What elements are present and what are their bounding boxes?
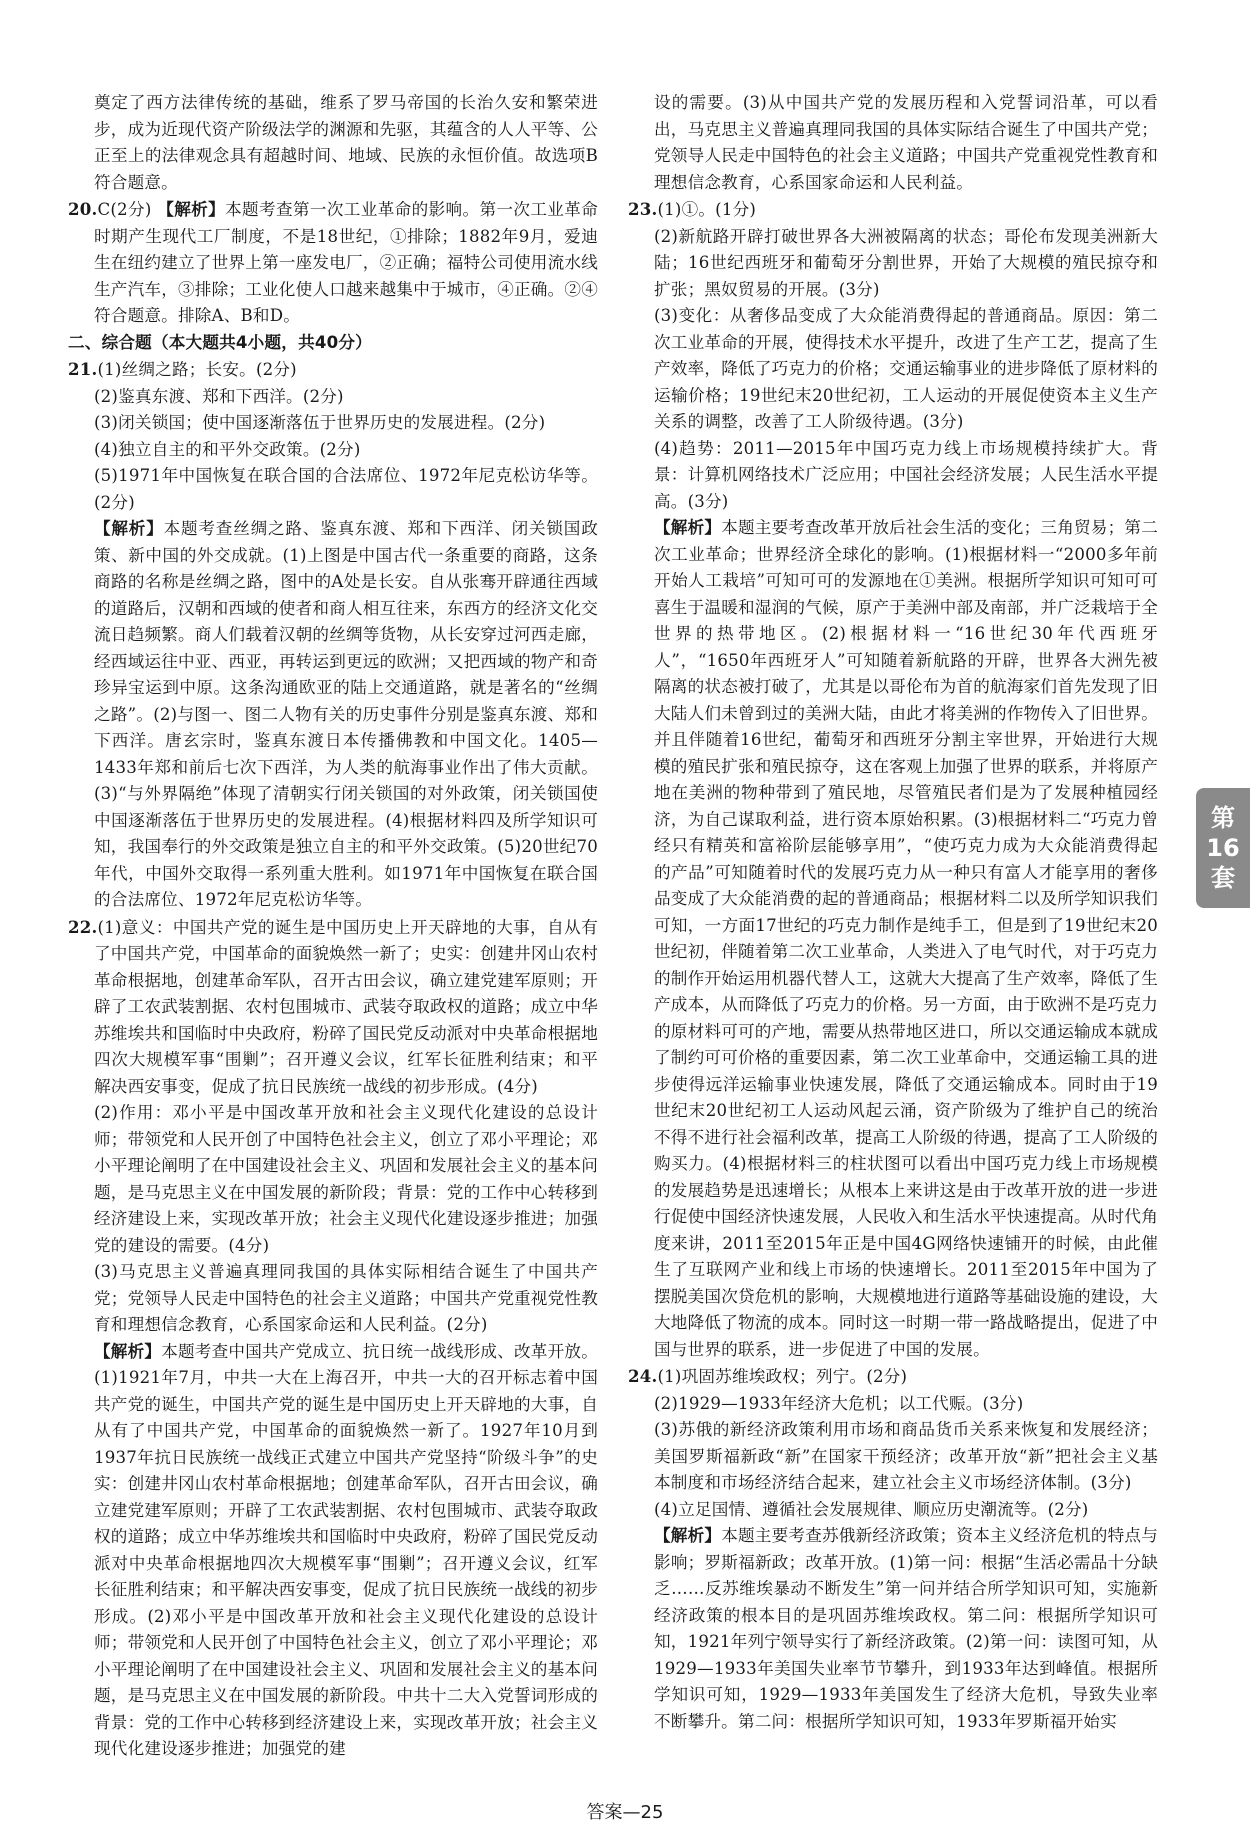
answer-part: (1)意义：中国共产党的诞生是中国历史上开天辟地的大事，自从有了中国共产党，中国革命的面貌焕然一新了；史实：创建井冈山农村革命根据地，创建革命军队，召开古田会议，确立建党建军原则；开辟了工农武装割据、农村包围城市、武装夺取政权的道路；成立中华苏维埃共和国临时中央政府，粉碎了国民党反动派对中央革命根据地四次大规模军事“围剿”；召开遵义会议，红军长征胜利结束；和平解决西安事变，促成了抗日民族统一战线的初步形成。(4分): [94, 917, 598, 1096]
tab-line: 第: [1211, 804, 1235, 832]
answer-part: (2)1929—1933年经济大危机；以工代赈。(3分): [654, 1393, 1024, 1413]
analysis-tag: 【解析】: [157, 200, 226, 219]
answer-part: (2)新航路开辟打破世界各大洲被隔离的状态；哥伦布发现美洲新大陆；16世纪西班牙和葡萄牙分割世界，开始了大规模的殖民掠夺和扩张；黑奴贸易的开展。(3分): [654, 226, 1158, 299]
answer-24: [628, 1363, 1158, 1735]
question-number: 21.: [68, 359, 98, 379]
analysis-tag: 【解析】: [654, 1526, 722, 1545]
answer-part: (3)闭关锁国；使中国逐渐落伍于世界历史的发展进程。(2分): [94, 413, 546, 432]
answer-part: (3)马克思主义普遍真理同我国的具体实际相结合诞生了中国共产党；党领导人民走中国特色的社会主义道路；中国共产党重视党性教育和理想信念教育，心系国家命运和人民利益。(2分): [94, 1262, 598, 1334]
analysis-text: 本题考查丝绸之路、鉴真东渡、郑和下西洋、闭关锁国政策、新中国的外交成就。(1)上图是中国古代一条重要的商路，这条商路的名称是丝绸之路，图中的A处是长安。自从张骞开辟通往西域的道路后，汉朝和西域的使者和商人相互往来，东西方的经济文化交流日趋频繁。商人们载着汉朝的丝绸等货物，从长安穿过河西走廊，经西域运往中亚、西亚，再转运到更远的欧洲；又把西域的物产和奇珍异宝运到中原。这条沟通欧亚的陆上交通道路，就是著名的“丝绸之路”。(2)与图一、图二人物有关的历史事件分别是鉴真东渡、郑和下西洋。唐玄宗时，鉴真东渡日本传播佛教和中国文化。1405—1433年郑和前后七次下西洋，为人类的航海事业作出了伟大贡献。(3)“与外界隔绝”体现了清朝实行闭关锁国的对外政策，闭关锁国使中国逐渐落伍于世界历史的发展进程。(4)根据材料四及所学知识可知，我国奉行的外交政策是独立自主的和平外交政策。(5)20世纪70年代，中国外交取得一系列重大胜利。如1971年中国恢复在联合国的合法席位、1972年尼克松访华等。: [94, 519, 598, 909]
right-column: [628, 90, 1158, 1735]
answer-part: (3)变化：从奢侈品变成了大众能消费得起的普通商品。原因：第二次工业革命的开展，使得技术水平提升，改进了生产工艺，提高了生产效率，降低了巧克力的价格；交通运输事业的进步降低了原材料的运输价格；19世纪末20世纪初，工人运动的开展促使资本主义生产关系的调整，改善了工人阶级待遇。(3分): [654, 306, 1158, 431]
left-column: [68, 90, 598, 1763]
answer-part: (4)趋势：2011—2015年中国巧克力线上市场规模持续扩大。背景：计算机网络技术广泛应用；中国社会经济发展；人民生活水平提高。(3分): [654, 438, 1158, 511]
analysis-text: 本题主要考查苏俄新经济政策；资本主义经济危机的特点与影响；罗斯福新政；改革开放。(1)第一问：根据“生活必需品十分缺乏……反苏维埃暴动不断发生”第一问并结合所学知识可知，实施新经济政策的根本目的是巩固苏维埃政权。第二问：根据所学知识可知，1921年列宁领导实行了新经济政策。(2)第一问：读图可知，从1929—1933年美国失业率节节攀升，到1933年达到峰值。根据所学知识可知，1929—1933年美国发生了经济大危机，导致失业率不断攀升。第二问：根据所学知识可知，1933年罗斯福开始实: [654, 1526, 1158, 1731]
tab-line: 套: [1211, 864, 1235, 892]
answer-part: (4)立足国情、遵循社会发展规律、顺应历史潮流等。(2分): [654, 1499, 1089, 1519]
answer-part: (2)鉴真东渡、郑和下西洋。(2分): [94, 386, 344, 406]
analysis-text: 本题考查中国共产党成立、抗日统一战线形成、改革开放。(1)1921年7月，中共一大在上海召开，中共一大的召开标志着中国共产党的诞生，中国共产党的诞生是中国历史上开天辟地的大事，自从有了中国共产党，中国革命的面貌焕然一新了。1927年10月到1937年抗日民族统一战线正式建立中国共产党坚持“阶级斗争”的史实：创建井冈山农村革命根据地；创建革命军队，召开古田会议，确立建党建军原则；开辟了工农武装割据、农村包围城市、武装夺取政权的道路；成立中华苏维埃共和国临时中央政府，粉碎了国民党反动派对中央革命根据地四次大规模军事“围剿”；召开遵义会议，红军长征胜利结束；和平解决西安事变，促成了抗日民族统一战线的初步形成。(2)邓小平是中国改革开放和社会主义现代化建设的总设计师；带领党和人民开创了中国特色社会主义，创立了邓小平理论；邓小平理论阐明了在中国建设社会主义、巩固和发展社会主义的基本问题，是马克思主义在中国发展的新阶段。中共十二大入党誓词形成的背景：党的工作中心转移到经济建设上来，实现改革开放；社会主义现代化建设逐步推进；加强党的建: [94, 1341, 598, 1758]
answer-part: (5)1971年中国恢复在联合国的合法席位、1972年尼克松访华等。(2分): [94, 466, 598, 512]
question-number: 20.: [68, 199, 98, 219]
answer-part: (3)苏俄的新经济政策利用市场和商品货币关系来恢复和发展经济；美国罗斯福新政“新”在国家干预经济；改革开放“新”把社会主义基本制度和市场经济结合起来，建立社会主义市场经济体制。(3分): [654, 1420, 1158, 1492]
set-number-tab: [1196, 788, 1250, 908]
answer-part: (1)巩固苏维埃政权；列宁。(2分): [657, 1367, 908, 1386]
question-number: 24.: [628, 1366, 658, 1386]
answer-part: (1)①。(1分): [657, 200, 757, 219]
continued-paragraph: 设的需要。(3)从中国共产党的发展历程和入党誓词沿革，可以看出，马克思主义普遍真理同我国的具体实际结合诞生了中国共产党；党领导人民走中国特色的社会主义道路；中国共产党重视党性教育和理想信念教育，心系国家命运和人民利益。: [654, 93, 1158, 192]
answer-choice: C(2分): [97, 200, 152, 219]
answer-part: (2)作用：邓小平是中国改革开放和社会主义现代化建设的总设计师；带领党和人民开创了中国特色社会主义，创立了邓小平理论；邓小平理论阐明了在中国建设社会主义、巩固和发展社会主义的基本问题，是马克思主义在中国发展的新阶段；背景：党的工作中心转移到经济建设上来，实现改革开放；社会主义现代化建设逐步推进；加强党的建设的需要。(4分): [94, 1103, 598, 1255]
section-heading: 二、综合题（本大题共4小题，共40分）: [68, 332, 372, 352]
analysis-tag: 【解析】: [654, 518, 722, 537]
analysis-text: 本题考查第一次工业革命的影响。第一次工业革命时期产生现代工厂制度，不是18世纪，①排除；1882年9月，爱迪生在纽约建立了世界上第一座发电厂，②正确；福特公司使用流水线生产汽车，③排除；工业化使人口越来越集中于城市，④正确。②④符合题意。排除A、B和D。: [94, 200, 598, 325]
analysis-tag: 【解析】: [94, 519, 164, 538]
question-number: 23.: [628, 199, 658, 219]
answer-part: (4)独立自主的和平外交政策。(2分): [94, 439, 361, 459]
page-footer: 答案—25: [586, 1802, 664, 1823]
answer-20: [68, 196, 598, 330]
question-number: 22.: [68, 916, 98, 937]
tab-line: 16: [1206, 834, 1240, 862]
continued-paragraph: 奠定了西方法律传统的基础，维系了罗马帝国的长治久安和繁荣进步，成为近现代资产阶级法学的渊源和先驱，其蕴含的人人平等、公正至上的法律观念具有超越时间、地域、民族的永恒价值。故选项B符合题意。: [94, 93, 598, 192]
answer-22: [68, 914, 598, 1763]
answer-part: (1)丝绸之路；长安。(2分): [97, 360, 297, 379]
answer-21: [68, 356, 598, 914]
answer-23: [628, 196, 1158, 1363]
analysis-text: 本题主要考查改革开放后社会生活的变化；三角贸易；第二次工业革命；世界经济全球化的影响。(1)根据材料一“2000多年前开始人工栽培”可知可可的发源地在①美洲。根据所学知识可知可可喜生于温暖和湿润的气候，原产于美洲中部及南部，并广泛栽培于全世界的热带地区。(2)根据材料一“16世纪30年代西班牙人”，“1650年西班牙人”可知随着新航路的开辟，世界各大洲先被隔离的状态被打破了，尤其是以哥伦布为首的航海家们首先发现了旧大陆人们未曾到过的美洲大陆，由此才将美洲的作物传入了旧世界。并且伴随着16世纪，葡萄牙和西班牙分割主宰世界，开始进行大规模的殖民扩张和殖民掠夺，这在客观上加强了世界的联系，并将原产地在美洲的物种带到了殖民地，尽管殖民者们是为了发展种植园经济，为自己谋取利益，进行资本原始积累。(3)根据材料二“巧克力曾经只有精英和富裕阶层能够享用”，“使巧克力成为大众能消费得起的产品”可知随着时代的发展巧克力从一种只有富人才能享用的奢侈品变成了大众能消费的起的普通商品；根据材料二以及所学知识我们可知，一方面17世纪的巧克力制作是纯手工，但是到了19世纪末20世纪初，伴随着第二次工业革命，人类进入了电气时代，对于巧克力的制作开始运用机器代替人工，这就大大提高了生产效率，降低了生产成本，从而降低了巧克力的价格。另一方面，由于欧洲不是巧克力的原材料可可的产地，需要从热带地区进口，所以交通运输成本就成了制约可可价格的重要因素，第二次工业革命中，交通运输工具的进步使得远洋运输事业快速发展，降低了交通运输成本。同时由于19世纪末20世纪初工人运动风起云涌，资产阶级为了维护自己的统治不得不进行社会福利改革，提高工人阶级的待遇，提高了工人阶级的购买力。(4)根据材料三的柱状图可以看出中国巧克力线上市场规模的发展趋势是迅速增长；从根本上来讲这是由于改革开放的进一步进行促使中国经济快速发展，人民收入和生活水平快速提高。从时代角度来讲，2011至2015年正是中国4G网络快速铺开的时候，由此催生了互联网产业和线上市场的快速增长。2011至2015年中国为了摆脱美国次贷危机的影响，大规模地进行道路等基础设施的建设，大大地降低了物流的成本。同时这一时期一带一路战略提出，促进了中国与世界的联系，进一步促进了中国的发展。: [654, 518, 1158, 1359]
analysis-tag: 【解析】: [94, 1341, 162, 1361]
